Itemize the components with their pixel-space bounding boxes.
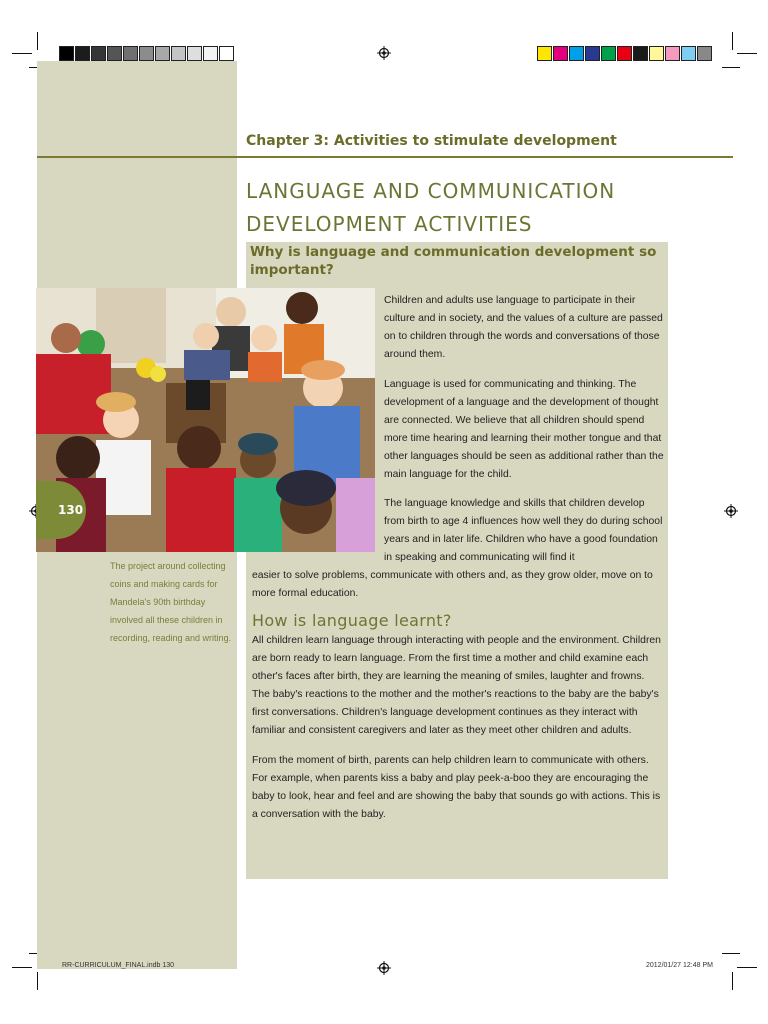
section-heading-how: How is language learnt? [252, 611, 452, 630]
page-title-line-2: DEVELOPMENT ACTIVITIES [246, 212, 533, 236]
paragraph: Children and adults use language to participate in their culture and in society, and the values of a culture are passed on to children through the words and conversations of those around them. [384, 295, 663, 360]
photo-illustration [36, 288, 375, 552]
crop-mark [737, 967, 757, 968]
paragraph: From the moment of birth, parents can help children learn to communicate with others. For example, when parents kiss a baby and play peek-a-boo they are encouraging the baby to look, hear and feel and are showing the baby that sounds go with actions. This is a conversation with the baby. [252, 755, 661, 820]
children-group-photo [36, 288, 375, 552]
crop-mark [732, 32, 733, 50]
page-title-line-1: LANGUAGE AND COMMUNICATION [246, 179, 616, 203]
registration-mark-icon [377, 46, 391, 60]
crop-mark [37, 972, 38, 990]
crop-mark [732, 972, 733, 990]
registration-mark-icon [724, 504, 738, 518]
photo-caption: The project around collecting coins and making cards for Mandela's 90th birthday involved all these children in recording, reading and writing. [110, 561, 232, 643]
footer-file: RR-CURRICULUM_FINAL.indb 130 [62, 962, 175, 969]
page-number: 130 [58, 503, 84, 517]
footer-timestamp: 2012/01/27 12:48 PM [646, 962, 713, 969]
paragraph: Language is used for communicating and thinking. The development of a language and the development of thought are connected. We believe that all children should spend more time hearing and learning their mother tongue and that other languages should be seen as additional rather than the main language for the child. [384, 379, 664, 480]
crop-mark [722, 953, 740, 954]
chapter-rule [37, 156, 733, 158]
crop-mark [722, 67, 740, 68]
paragraph: The language knowledge and skills that children develop from birth to age 4 influences how well they do during school years and in later life. Children who have a good foundation in speaking and communicating will find it [384, 498, 663, 563]
section-heading-why: Why is language and communication development so important? [250, 244, 657, 278]
paragraph: easier to solve problems, communicate with others and, as they grow older, move on to more formal education. [252, 570, 653, 599]
crop-mark [12, 967, 32, 968]
crop-mark [37, 32, 38, 50]
paragraph: All children learn language through interacting with people and the environment. Children are born ready to learn language. From the first time a mother and child examine each other's faces after birth, they are learning the meaning of smiles, laughter and frowns. The baby's reactions to the mother and the mother's reactions to the baby are the baby's first conversations. Children's language development continues as they interact with familiar and consistent caregivers and later as they meet other children and adults. [252, 635, 661, 736]
page-title [246, 175, 716, 241]
registration-mark-icon [377, 961, 391, 975]
crop-mark [737, 53, 757, 54]
chapter-heading: Chapter 3: Activities to stimulate development [246, 133, 617, 149]
crop-mark [12, 53, 32, 54]
